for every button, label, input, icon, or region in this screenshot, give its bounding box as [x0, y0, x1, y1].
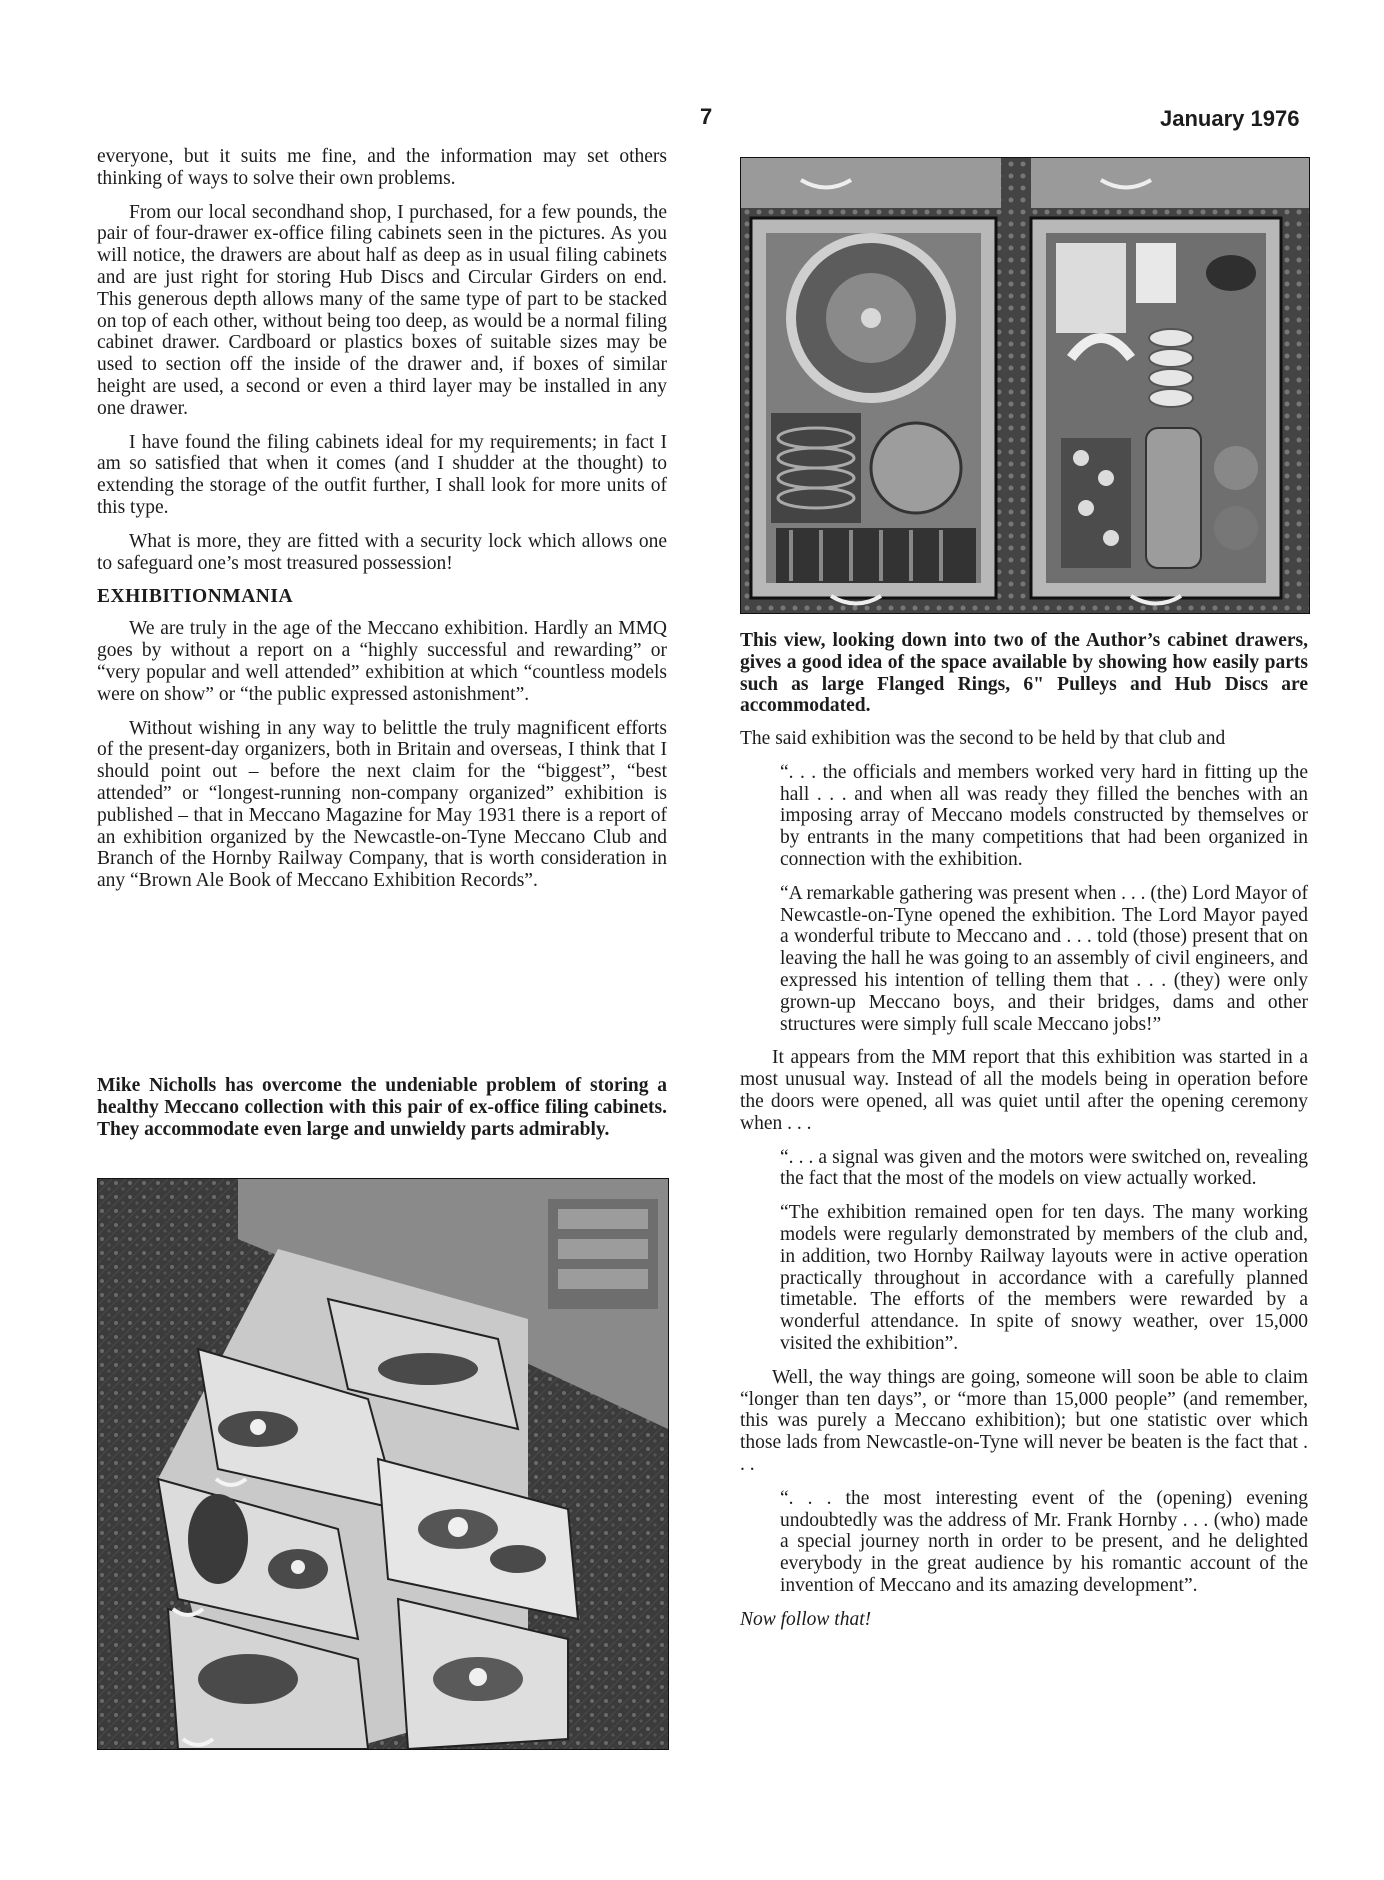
section-heading: EXHIBITIONMANIA — [97, 586, 294, 608]
filing-cabinets-photo — [97, 1178, 669, 1750]
paragraph: The said exhibition was the second to be held by that club and — [740, 728, 1226, 749]
photo-caption-cabinets: Mike Nicholls has overcome the undeniable problem of storing a healthy Meccano collection with this pair of ex-office filing cabinets. They accommodate even large and unwieldy parts admirably. — [97, 1075, 667, 1140]
right-column — [740, 728, 1308, 1642]
paragraph: Without wishing in any way to belittle the truly magnificent efforts of the present-day organizers, both in Britain and overseas, I think that I should point out – before the next claim for the “biggest”, “best attended” or “longest-running non-company organized” exhibition is published – that in Meccano Magazine for May 1931 there is a report of an exhibition organized by the Newcastle-on-Tyne Meccano Club and Branch of the Hornby Railway Company, that is worth consideration in any “Brown Ale Book of Meccano Exhibition Records”. — [97, 717, 667, 892]
sign-off: Now follow that! — [740, 1608, 872, 1630]
quotation: “The exhibition remained open for ten days. The many working models were regularly demonstrated by members of the club and, in addition, two Hornby Railway layouts were in active operation practically throughout in accordance with a carefully planned timetable. The efforts of the members were rewarded by a wonderful attendance. In spite of snowy weather, over 15,000 visited the exhibition”. — [780, 1202, 1308, 1354]
quotation: “. . . a signal was given and the motors were switched on, revealing the fact that the most of the models on view actually worked. — [780, 1146, 1308, 1190]
quotation: “. . . the officials and members worked very hard in fitting up the hall . . . and when all was ready they filled the benches with an imposing array of Meccano models constructed by themselves or by entrants in the many competitions that had been organized in connection with the exhibition. — [780, 761, 1308, 870]
paragraph: everyone, but it suits me fine, and the information may set others thinking of ways to solve their own problems. — [97, 146, 667, 189]
issue-date: January 1976 — [1160, 106, 1300, 131]
drawers-top-view-photo — [740, 157, 1310, 614]
left-column — [97, 146, 667, 904]
paragraph: It appears from the MM report that this exhibition was started in a most unusual way. Instead of all the models being in operation before the doors were opened, all was quiet until after the opening ceremony when . . . — [740, 1047, 1308, 1134]
page-number: 7 — [700, 104, 713, 129]
paragraph: I have found the filing cabinets ideal for my requirements; in fact I am so satisfied that when it comes (and I shudder at the thought) to extending the storage of the outfit further, I shall look for more units of this type. — [97, 431, 667, 518]
paragraph: We are truly in the age of the Meccano exhibition. Hardly an MMQ goes by without a report on a “highly successful and rewarding” or “very popular and well attended” exhibition at which “countless models were on show” or “the public expressed astonishment”. — [97, 618, 667, 705]
quotation: “. . . the most interesting event of the (opening) evening undoubtedly was the address of Mr. Frank Hornby . . . (who) made a special journey north in order to be present, and he delighted everybody in the great audience by his romantic account of the invention of Meccano and its amazing development”. — [780, 1487, 1308, 1596]
quotation: “A remarkable gathering was present when . . . (the) Lord Mayor of Newcastle-on-Tyne opened the exhibition. The Lord Mayor payed a wonderful tribute to Meccano and . . . told (those) present that on leaving the hall he was going to an assembly of civil engineers, and expressed his intention of telling them that . . . (they) were only grown-up Meccano boys, and their bridges, dams and other structures were simply full scale Meccano jobs!” — [780, 882, 1308, 1035]
paragraph: From our local secondhand shop, I purchased, for a few pounds, the pair of four-drawer ex-office filing cabinets seen in the pictures. As you will notice, the drawers are about half as deep as in usual filing cabinets and are just right for storing Hub Discs and Circular Girders on end. This generous depth allows many of the same type of part to be stacked on top of each other, without being too deep, as would be a normal filing cabinet drawer. Cardboard or plastics boxes of suitable sizes may be used to section off the inside of the drawer and, if boxes of similar height are used, a second or even a third layer may be installed in any one drawer. — [97, 201, 667, 419]
paragraph: What is more, they are fitted with a security lock which allows one to safeguard one’s most treasured possession! — [97, 530, 667, 574]
photo-caption-drawers: This view, looking down into two of the Author’s cabinet drawers, gives a good idea of the space available by showing how easily parts such as large Flanged Rings, 6" Pulleys and Hub Discs are accommodated. — [740, 630, 1308, 717]
paragraph: Well, the way things are going, someone will soon be able to claim “longer than ten days”, or “more than 15,000 people” (and remember, this was purely a Meccano exhibition); but one statistic over which those lads from Newcastle-on-Tyne will never be beaten is the fact that . . . — [740, 1366, 1308, 1475]
